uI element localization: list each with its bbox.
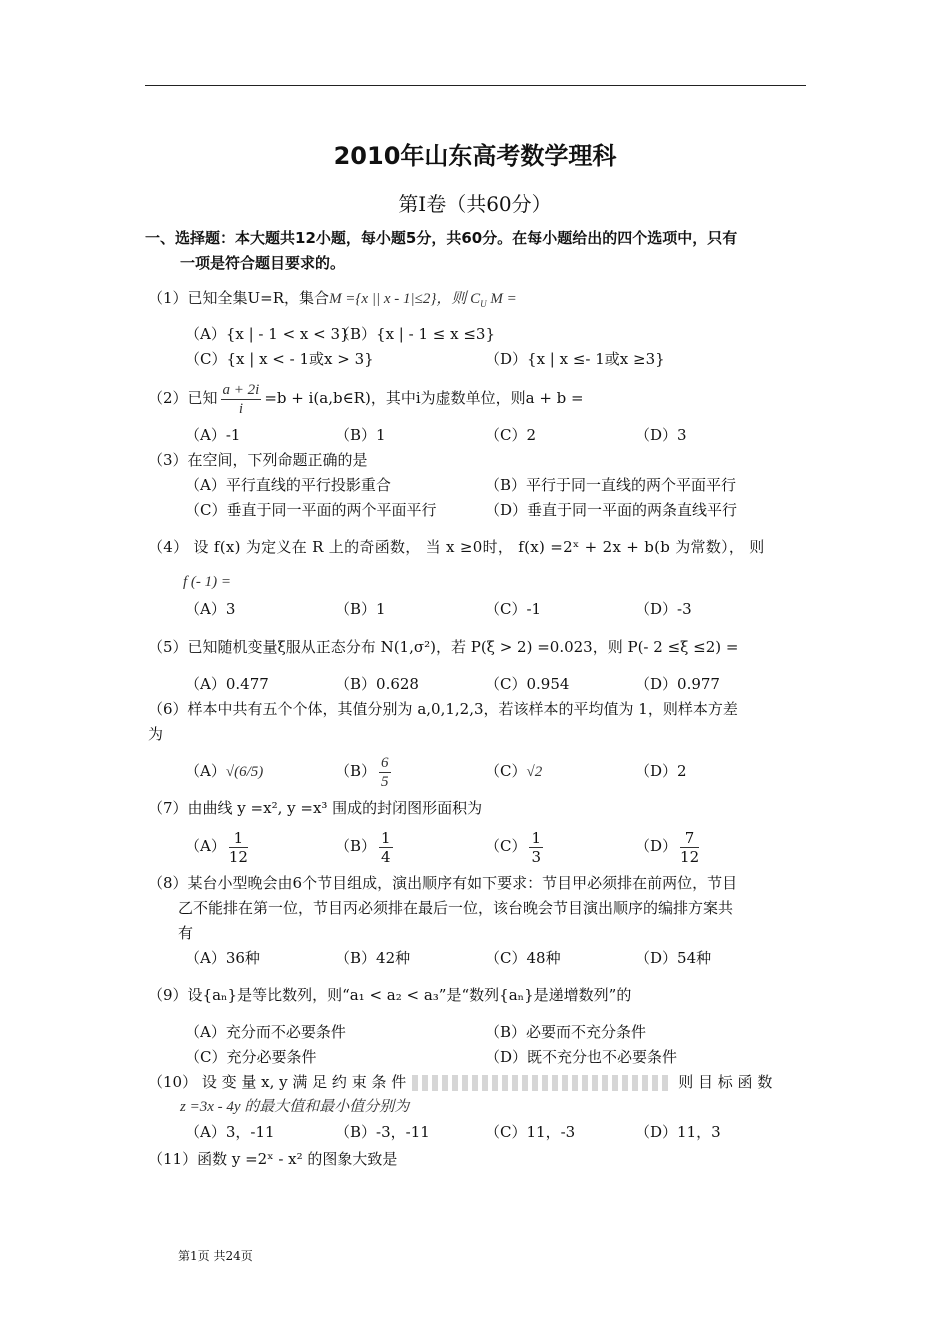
question-6-cont: 为 bbox=[148, 725, 164, 743]
option-a bbox=[185, 827, 251, 866]
denominator: 4 bbox=[381, 847, 391, 866]
option-d: （D）3 bbox=[635, 426, 687, 444]
option-d: （D）既不充分也不必要条件 bbox=[485, 1048, 678, 1066]
question-6: （6）样本中共有五个个体，其值分别为 a,0,1,2,3，若该样本的平均值为 1，则样本方差 bbox=[148, 700, 738, 718]
section-heading: 一、选择题：本大题共12小题，每小题5分，共60分。在每小题给出的四个选项中，只有 bbox=[145, 229, 738, 247]
constraint-image bbox=[412, 1075, 672, 1091]
q-text: （2）已知 bbox=[148, 389, 218, 407]
denominator: 3 bbox=[531, 847, 542, 866]
numerator: a + 2i bbox=[222, 381, 260, 398]
option-d: （D）54种 bbox=[635, 949, 712, 967]
option-a: （A）充分而不必要条件 bbox=[185, 1023, 346, 1041]
question-4: （4） 设 f(x) 为定义在 R 上的奇函数， 当 x ≥0时， f(x) =2ˣ + 2x + b(b 为常数）， 则 bbox=[148, 538, 765, 556]
fraction bbox=[680, 829, 699, 866]
option-b: （B）42种 bbox=[335, 949, 411, 967]
option-d: （D）-3 bbox=[635, 600, 692, 618]
header-rule bbox=[145, 85, 806, 86]
option-d: （D）{x | x ≤- 1或x ≥3} bbox=[485, 350, 665, 368]
denominator: 12 bbox=[680, 847, 700, 866]
q-math: M = bbox=[486, 291, 517, 307]
fraction bbox=[221, 381, 262, 418]
question-8-cont: 有 bbox=[178, 924, 194, 942]
option-c: （C）48种 bbox=[485, 949, 561, 967]
option-label: （C） bbox=[485, 762, 527, 780]
question-8-cont: 乙不能排在第一位，节目丙必须排在最后一位，该台晚会节目演出顺序的编排方案共 bbox=[178, 899, 734, 917]
option-d: （D）0.977 bbox=[635, 675, 720, 693]
option-a: （A）-1 bbox=[185, 426, 241, 444]
q-text: 则 目 标 函 数 bbox=[678, 1073, 773, 1091]
option-b: （B）{x | - 1 ≤ x ≤3} bbox=[335, 325, 495, 343]
option-label: （D） bbox=[635, 837, 678, 855]
question-3: （3）在空间，下列命题正确的是 bbox=[148, 451, 368, 469]
fraction bbox=[229, 829, 248, 866]
fraction bbox=[379, 754, 391, 791]
option-d: （D）垂直于同一平面的两条直线平行 bbox=[485, 501, 738, 519]
option-c: （C）11，-3 bbox=[485, 1123, 576, 1141]
option-b: （B）-3，-11 bbox=[335, 1123, 430, 1141]
option-b: （B）1 bbox=[335, 426, 386, 444]
option-b bbox=[335, 752, 394, 791]
denominator: 5 bbox=[381, 773, 389, 790]
option-c: （C）充分必要条件 bbox=[185, 1048, 317, 1066]
option-b: （B）0.628 bbox=[335, 675, 419, 693]
option-d: （D）11，3 bbox=[635, 1123, 721, 1141]
page-footer: 第1页 共24页 bbox=[178, 1249, 253, 1263]
option-d: （D）2 bbox=[635, 762, 687, 780]
q-text: =b + i(a,b∈R)，其中i为虚数单位，则a + b = bbox=[264, 389, 584, 407]
denominator: i bbox=[238, 400, 244, 417]
option-a: （A）36种 bbox=[185, 949, 260, 967]
option-a: （A）3 bbox=[185, 600, 236, 618]
option-b: （B）必要而不充分条件 bbox=[485, 1023, 647, 1041]
numerator: 1 bbox=[229, 829, 248, 848]
q-math: M ={x || x - 1|≤2}，则 C bbox=[329, 291, 481, 307]
numerator: 1 bbox=[531, 828, 542, 847]
option-c: （C）-1 bbox=[485, 600, 542, 618]
question-2 bbox=[148, 378, 584, 418]
option-label: （C） bbox=[485, 837, 527, 855]
option-b: （B）1 bbox=[335, 600, 386, 618]
option-math: √(6/5) bbox=[225, 764, 264, 780]
option-label: （A） bbox=[185, 762, 226, 780]
option-label: （B） bbox=[335, 762, 377, 780]
option-b: （B）平行于同一直线的两个平面平行 bbox=[485, 476, 737, 494]
question-10-cont: z =3x - 4y 的最大值和最小值分别为 bbox=[180, 1099, 410, 1115]
question-1 bbox=[148, 288, 517, 314]
option-label: （B） bbox=[335, 837, 377, 855]
question-4-cont: f (- 1) = bbox=[183, 574, 232, 590]
option-a bbox=[185, 761, 263, 782]
page-subtitle: 第Ⅰ卷（共60分） bbox=[398, 192, 552, 216]
option-c: （C）{x | x < - 1或x > 3} bbox=[185, 350, 374, 368]
option-a: （A）3，-11 bbox=[185, 1123, 275, 1141]
option-d bbox=[635, 827, 702, 866]
denominator: 12 bbox=[228, 847, 248, 866]
option-c: （C）2 bbox=[485, 426, 537, 444]
question-11: （11）函数 y =2ˣ - x² 的图象大致是 bbox=[148, 1150, 398, 1168]
q-math-sub: U bbox=[480, 299, 487, 309]
option-label: （A） bbox=[185, 837, 226, 855]
fraction bbox=[529, 829, 543, 866]
option-c: （C）垂直于同一平面的两个平面平行 bbox=[185, 501, 437, 519]
q-text: （1）已知全集U=R，集合 bbox=[148, 289, 330, 307]
option-c: （C）0.954 bbox=[485, 675, 570, 693]
option-a: （A）0.477 bbox=[185, 675, 269, 693]
q-text: （10） 设 变 量 x, y 满 足 约 束 条 件 bbox=[148, 1073, 407, 1091]
option-c bbox=[485, 761, 542, 782]
question-10 bbox=[148, 1072, 772, 1092]
option-math: √2 bbox=[526, 764, 543, 780]
option-b bbox=[335, 827, 396, 866]
question-7: （7）由曲线 y =x², y =x³ 围成的封闭图形面积为 bbox=[148, 799, 483, 817]
option-a: （A）{x | - 1 < x < 3} bbox=[185, 325, 350, 343]
numerator: 6 bbox=[381, 754, 389, 771]
numerator: 1 bbox=[381, 828, 391, 847]
option-a: （A）平行直线的平行投影重合 bbox=[185, 476, 391, 494]
question-9: （9）设{aₙ}是等比数列，则“a₁ < a₂ < a₃”是“数列{aₙ}是递增数列”的 bbox=[148, 986, 632, 1004]
question-8: （8）某台小型晚会由6个节目组成，演出顺序有如下要求：节目甲必须排在前两位，节目 bbox=[148, 874, 738, 892]
fraction bbox=[379, 829, 393, 866]
numerator: 7 bbox=[680, 829, 699, 848]
page-title: 2010年山东高考数学理科 bbox=[333, 142, 617, 170]
section-heading-cont: 一项是符合题目要求的。 bbox=[180, 254, 346, 272]
question-5: （5）已知随机变量ξ服从正态分布 N(1,σ²)，若 P(ξ > 2) =0.023，则 P(- 2 ≤ξ ≤2) = bbox=[148, 638, 739, 656]
option-c bbox=[485, 827, 546, 866]
